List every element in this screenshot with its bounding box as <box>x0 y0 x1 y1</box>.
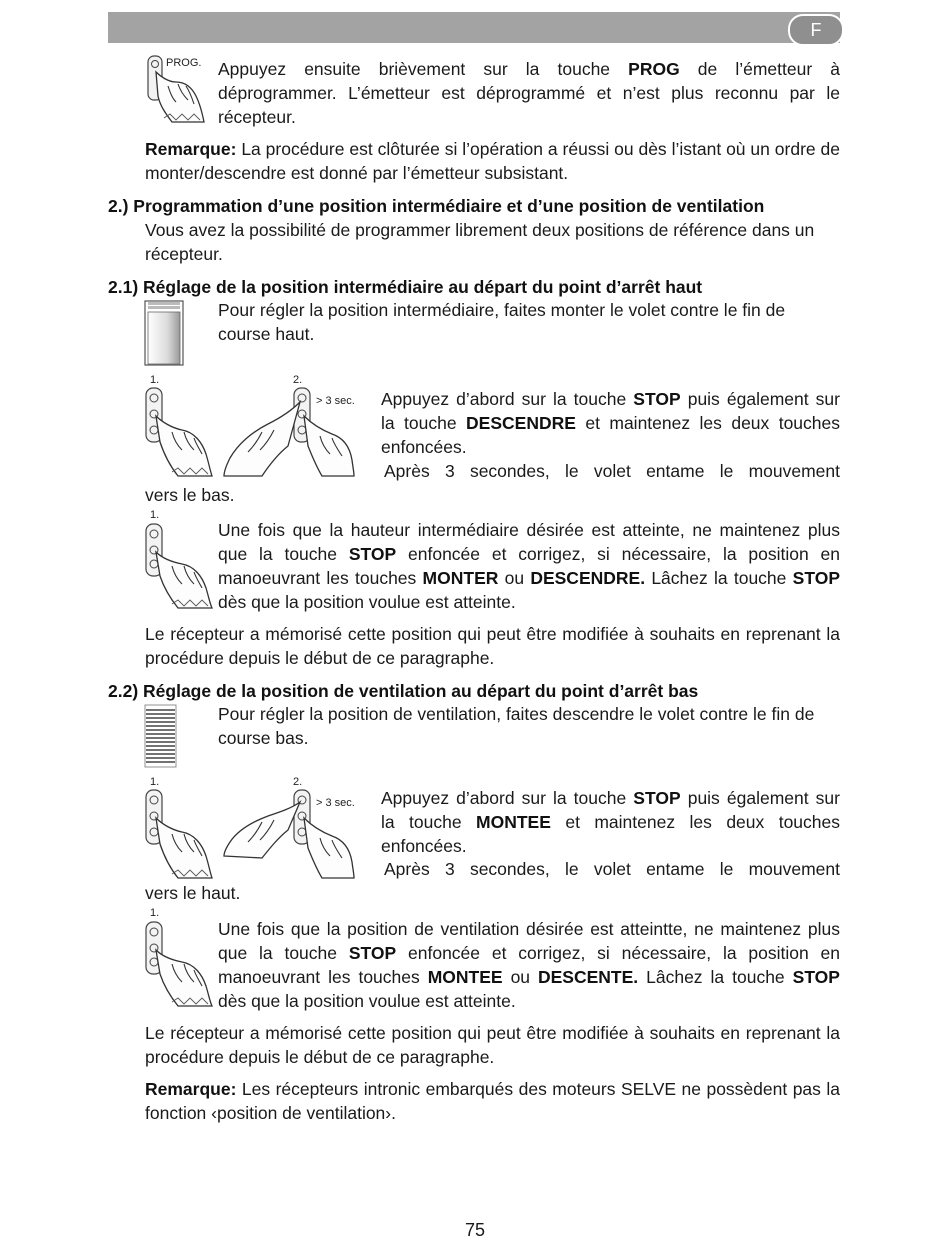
prog-icon-label: PROG. <box>166 57 202 69</box>
memorized-paragraph: Le récepteur a mémorisé cette position qui peut être modifiée à souhaits en reprenant la procédure depuis le début de ce paragraphe. <box>145 624 840 668</box>
adjust-paragraph: Une fois que la position de ventilation désirée est atteintte, ne maintenez plus que la touche STOP enfoncée et corrigez, si nécessaire, la position en manoeuvrant les touches MONTEE ou DESCENTE. Lâchez la touche STOP dès que la position voulue est atteinte. <box>218 919 841 1011</box>
after-3-seconds-line: Après 3 secondes, le volet entame le mouvement <box>384 859 840 879</box>
step-1-label: 1. <box>150 374 160 386</box>
section-2-2-heading: 2.2) Réglage de la position de ventilation au départ du point d’arrêt bas <box>108 681 699 701</box>
step-1-label: 1. <box>150 776 160 788</box>
hand-press-remote-icon <box>142 52 214 124</box>
section-2-1-intro: Pour régler la position intermédiaire, faites monter le volet contre le fin de course haut. <box>218 300 786 344</box>
after-3-seconds-continuation: vers le haut. <box>145 883 241 903</box>
remark-paragraph-2: Remarque: Les récepteurs intronic embarqués des moteurs SELVE ne possèdent pas la fonction ‹position de ventilation›. <box>145 1079 840 1123</box>
press-instructions: Appuyez d’abord sur la touche STOP puis également sur la touche DESCENDRE et maintenez les deux touches enfoncées. <box>381 389 841 457</box>
header-bar <box>108 12 840 43</box>
memorized-paragraph: Le récepteur a mémorisé cette position qui peut être modifiée à souhaits en reprenant la procédure depuis le début de ce paragraphe. <box>145 1023 840 1067</box>
press-instructions: Appuyez d’abord sur la touche STOP puis également sur la touche MONTEE et maintenez les deux touches enfoncées. <box>381 788 840 856</box>
duration-label: > 3 sec. <box>316 395 355 407</box>
step-1-label: 1. <box>150 509 160 521</box>
section-2-intro: Vous avez la possibilité de programmer librement deux positions de référence dans un récepteur. <box>145 220 815 264</box>
prog-paragraph: Appuyez ensuite brièvement sur la touche PROG de l’émetteur à déprogrammer. L’émetteur est déprogrammé et n’est plus reconnu par le récepteur. <box>218 59 841 127</box>
step-1-label: 1. <box>150 907 160 919</box>
hand-press-stop-icon <box>142 522 214 610</box>
after-3-seconds-line: Après 3 secondes, le volet entame le mouvement <box>384 461 840 481</box>
section-2-1-heading: 2.1) Réglage de la position intermédiaire au départ du point d’arrêt haut <box>108 277 703 297</box>
remark-paragraph-1: Remarque: La procédure est clôturée si l’opération a réussi ou dès l’istant où un ordre de monter/descendre est donné par l’émetteur subsistant. <box>145 139 840 183</box>
step-2-label: 2. <box>293 776 303 788</box>
hand-press-stop-icon <box>142 386 216 478</box>
adjust-paragraph: Une fois que la hauteur intermédiaire désirée est atteinte, ne maintenez plus que la touche STOP enfoncée et corrigez, si nécessaire, la position en manoeuvrant les touches MONTER ou DESCENDRE. Lâchez la touche STOP dès que la position voulue est atteinte. <box>218 520 841 612</box>
hand-press-stop-icon <box>142 920 214 1008</box>
page-number: 75 <box>464 1220 486 1240</box>
shutter-up-icon <box>144 300 186 366</box>
section-2-2-intro: Pour régler la position de ventilation, faites descendre le volet contre le fin de course bas. <box>218 704 815 748</box>
duration-label: > 3 sec. <box>316 797 355 809</box>
step-2-label: 2. <box>293 374 303 386</box>
section-2-heading: 2.) Programmation d’une position intermédiaire et d’une position de ventilation <box>108 196 765 216</box>
two-hands-press-buttons-icon <box>222 788 358 880</box>
two-hands-press-buttons-icon <box>222 386 358 478</box>
after-3-seconds-continuation: vers le bas. <box>145 485 235 505</box>
shutter-down-icon <box>144 704 178 768</box>
language-badge: F <box>788 14 844 46</box>
hand-press-stop-icon <box>142 788 216 880</box>
